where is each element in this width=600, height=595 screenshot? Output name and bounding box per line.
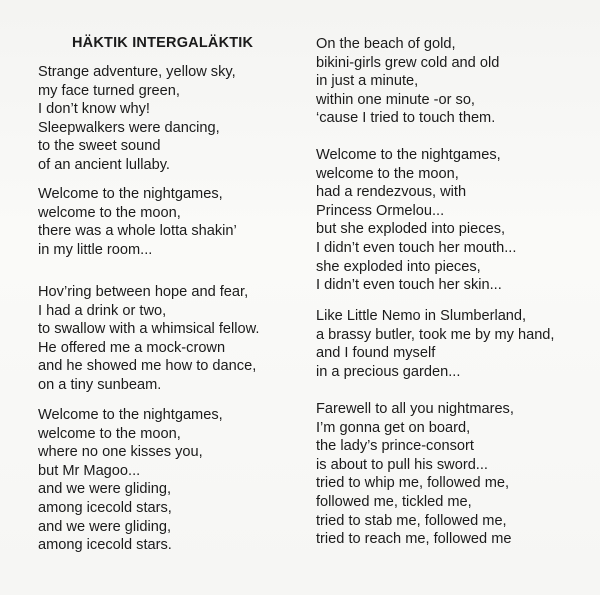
lyric-line: I don’t know why! xyxy=(38,101,150,118)
stanza xyxy=(316,400,514,549)
stanza xyxy=(38,63,236,175)
lyric-line: Farewell to all you nightmares, xyxy=(316,401,514,417)
lyric-line: followed me, tickled me, xyxy=(316,493,472,510)
lyric-line: Welcome to the nightgames, xyxy=(38,186,223,202)
stanza xyxy=(316,35,499,128)
lyric-line: ‘cause I tried to touch them. xyxy=(316,110,496,127)
lyric-line: Hov’ring between hope and fear, xyxy=(38,284,249,300)
lyric-line: welcome to the moon, xyxy=(38,204,181,221)
lyric-line: is about to pull his sword... xyxy=(316,456,488,473)
lyric-line: Like Little Nemo in Slumberland, xyxy=(316,308,527,324)
lyric-line: I didn’t even touch her mouth... xyxy=(316,239,517,256)
lyric-line: on a tiny sunbeam. xyxy=(38,376,162,393)
stanza xyxy=(38,283,259,395)
lyric-line: the lady’s prince-consort xyxy=(316,438,474,455)
lyric-line: and we were gliding, xyxy=(38,518,172,535)
lyric-line: to the sweet sound xyxy=(38,138,161,155)
lyric-line: among icecold stars. xyxy=(38,537,172,554)
lyric-line: she exploded into pieces, xyxy=(316,258,481,275)
lyric-line: Welcome to the nightgames, xyxy=(316,147,501,163)
lyric-line: where no one kisses you, xyxy=(38,444,203,461)
lyric-line: to swallow with a whimsical fellow. xyxy=(38,321,260,338)
lyric-line: within one minute -or so, xyxy=(316,91,475,108)
lyric-line: my face turned green, xyxy=(38,82,180,99)
lyric-line: I had a drink or two, xyxy=(38,302,167,319)
lyric-line: welcome to the moon, xyxy=(316,165,459,182)
song-title: HÄKTIK INTERGALÄKTIK xyxy=(72,35,254,51)
lyric-line: Sleepwalkers were dancing, xyxy=(38,119,220,136)
lyric-line: but she exploded into pieces, xyxy=(316,221,506,238)
lyric-line: welcome to the moon, xyxy=(38,425,181,442)
lyric-line: tried to stab me, followed me, xyxy=(316,512,507,529)
lyric-line: a brassy butler, took me by my hand, xyxy=(316,326,555,343)
lyric-line: On the beach of gold, xyxy=(316,36,456,52)
stanza xyxy=(38,185,237,259)
lyric-line: I didn’t even touch her skin... xyxy=(316,277,502,294)
lyric-line: in a precious garden... xyxy=(316,363,461,380)
lyric-line: I’m gonna get on board, xyxy=(316,419,471,436)
lyric-line: had a rendezvous, with xyxy=(316,184,467,201)
stanza xyxy=(316,146,516,295)
lyric-line: in my little room... xyxy=(38,241,153,258)
lyric-line: Strange adventure, yellow sky, xyxy=(38,64,236,80)
lyric-line: tried to reach me, followed me xyxy=(316,531,512,548)
lyric-line: Princess Ormelou... xyxy=(316,202,445,219)
lyric-line: and we were gliding, xyxy=(38,481,172,498)
lyric-line: Welcome to the nightgames, xyxy=(38,407,223,423)
lyric-line: there was a whole lotta shakin’ xyxy=(38,223,237,240)
lyric-line: bikini-girls grew cold and old xyxy=(316,54,500,71)
lyric-line: but Mr Magoo... xyxy=(38,462,141,479)
lyric-line: among icecold stars, xyxy=(38,499,172,516)
stanza xyxy=(316,307,554,381)
lyric-line: and he showed me how to dance, xyxy=(38,358,257,375)
lyric-line: and I found myself xyxy=(316,345,436,362)
stanza xyxy=(38,406,223,555)
lyric-line: tried to whip me, followed me, xyxy=(316,475,510,492)
lyric-line: He offered me a mock-crown xyxy=(38,339,226,356)
lyric-line: of an ancient lullaby. xyxy=(38,156,170,173)
lyric-line: in just a minute, xyxy=(316,73,419,90)
